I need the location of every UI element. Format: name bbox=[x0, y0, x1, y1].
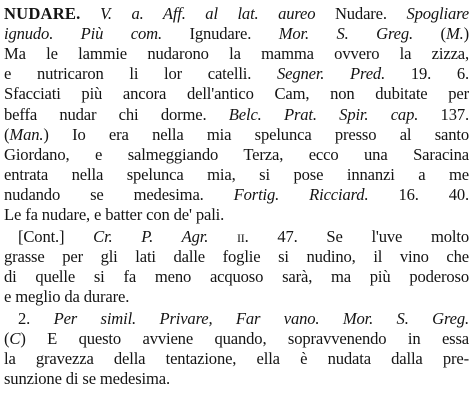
text-run: ) Io era nella mia spelunca presso al santo bbox=[43, 124, 469, 144]
text-run: V. a. Aff. al lat. aureo bbox=[80, 4, 335, 23]
text-run: Nudare. bbox=[334, 4, 407, 23]
sense1-line bbox=[4, 165, 469, 185]
sense2-line bbox=[4, 369, 469, 389]
cont-line bbox=[4, 247, 469, 267]
text-run: 137. bbox=[440, 104, 469, 124]
text-run: Le fa nudare, e batter con de' pali. bbox=[4, 205, 225, 224]
text-run: Per simil. Privare, Far vano. Mor. S. Greg. bbox=[53, 309, 469, 328]
sense2-line bbox=[4, 349, 469, 369]
text-run: e meglio da durare. bbox=[4, 287, 130, 307]
text-run: Fortig. Ricciard. bbox=[233, 184, 399, 204]
text-run: ( bbox=[4, 124, 10, 144]
text-run: 2. bbox=[18, 309, 54, 328]
cont-line bbox=[4, 267, 469, 287]
text-run: Ma le lammie nudarono la mamma ovvero la zizza, bbox=[4, 44, 469, 64]
sense1-line bbox=[4, 64, 469, 84]
text-run: la gravezza della tentazione, ella è nudata dalla pre- bbox=[4, 349, 469, 369]
text-run: Mor. S. Greg. bbox=[278, 24, 441, 44]
text-run: 47. Se l'uve molto bbox=[277, 227, 469, 246]
text-run: ignudo. Più com. bbox=[4, 24, 190, 44]
text-run: beffa nudar chi dorme. bbox=[4, 104, 229, 124]
dictionary-page bbox=[4, 4, 469, 406]
text-run: e nutricaron li lor catelli. bbox=[4, 64, 277, 84]
text-run: 16. 40. bbox=[398, 184, 469, 204]
sense2-line bbox=[4, 329, 469, 349]
text-run: nudando se medesima. bbox=[4, 184, 234, 204]
text-run: sunzione di se medesima. bbox=[4, 369, 170, 389]
text-run: Ignudare. bbox=[189, 24, 279, 44]
text-run: M. bbox=[445, 24, 464, 44]
sense1-line bbox=[4, 84, 469, 104]
text-run: Spogliare bbox=[406, 4, 469, 23]
text-run: grasse per gli lati dalle foglie si nudino, il vino che bbox=[4, 247, 469, 267]
text-run: Belc. Prat. Spir. cap. bbox=[228, 104, 441, 124]
text-run: ( bbox=[4, 329, 10, 349]
headword: NUDARE. bbox=[4, 4, 81, 23]
text-run: C bbox=[9, 329, 21, 349]
cont-line bbox=[4, 287, 469, 307]
text-run: Man. bbox=[9, 124, 44, 144]
sense1-line bbox=[4, 125, 469, 145]
text-run: Giordano, e salmeggiando Terza, ecco una Saracina bbox=[4, 144, 469, 164]
sense1-line bbox=[4, 145, 469, 165]
text-run: ii. bbox=[236, 227, 278, 246]
text-run: entrata nella spelunca mia, si pose innanzi a me bbox=[4, 164, 469, 184]
sense1-line bbox=[4, 4, 469, 24]
sense1-line bbox=[4, 24, 469, 44]
text-run: di quelle si fa meno acquoso sarà, ma più poderoso bbox=[4, 267, 469, 287]
text-run: ( bbox=[440, 24, 446, 44]
sense1-line bbox=[4, 205, 469, 225]
text-run: Cr. P. Agr. bbox=[93, 227, 237, 246]
text-run: [Cont.] bbox=[18, 227, 94, 246]
text-run: ) E questo avviene quando, sopravvenendo in essa bbox=[20, 329, 469, 349]
sense1-line bbox=[4, 185, 469, 205]
sense1-line bbox=[4, 44, 469, 64]
text-run: Segner. Pred. bbox=[276, 64, 411, 84]
sense1-line bbox=[4, 105, 469, 125]
text-run: ) bbox=[463, 24, 469, 44]
text-run: 19. 6. bbox=[410, 64, 469, 84]
text-run: Sfacciati più ancora dell'antico Cam, non dubitate per bbox=[4, 84, 469, 104]
sense2-line bbox=[18, 309, 469, 329]
cont-line bbox=[18, 227, 469, 247]
